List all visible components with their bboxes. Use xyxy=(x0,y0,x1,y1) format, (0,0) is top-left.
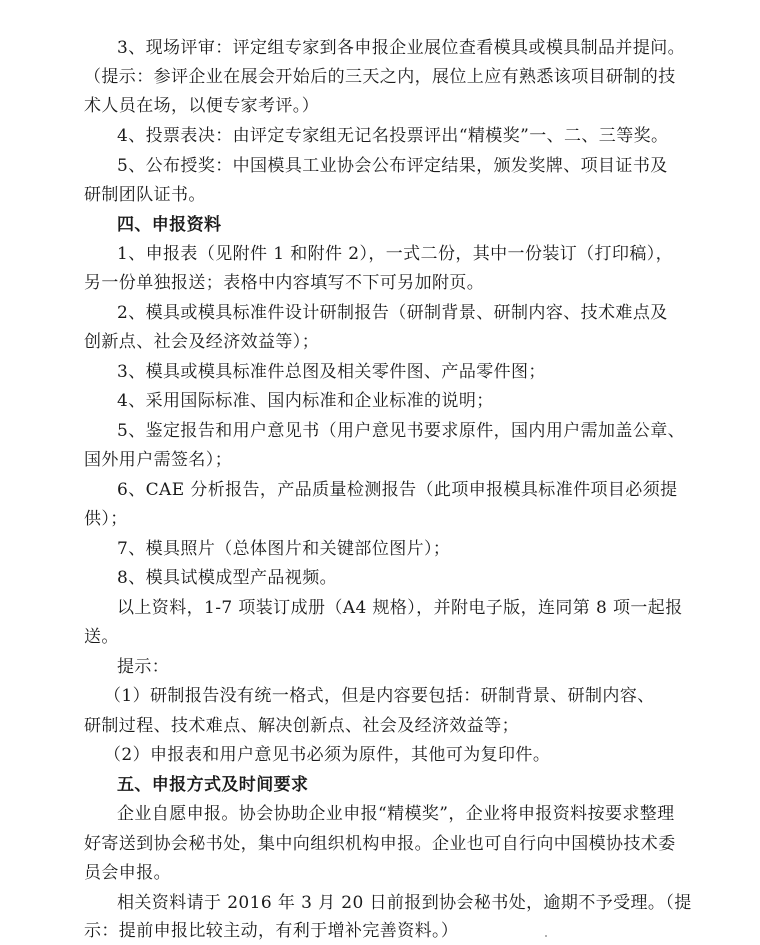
paragraph-line: 示：提前申报比较主动，有利于增补完善资料。） xyxy=(84,921,459,941)
paragraph-line: 5、公布授奖：中国模具工业协会公布评定结果，颁发奖牌、项目证书及 xyxy=(117,156,668,176)
paragraph-line: 以上资料，1-7 项装订成册（A4 规格），并附电子版，连同第 8 项一起报 xyxy=(117,598,683,618)
scan-speck xyxy=(545,935,547,937)
paragraph-line: 3、现场评审：评定组专家到各申报企业展位查看模具或模具制品并提问。 xyxy=(117,38,686,58)
paragraph-line: （2）申报表和用户意见书必须为原件，其他可为复印件。 xyxy=(104,745,551,765)
paragraph-line: 5、鉴定报告和用户意见书（用户意见书要求原件，国内用户需加盖公章、 xyxy=(117,421,686,441)
paragraph-line: （1）研制报告没有统一格式，但是内容要包括：研制背景、研制内容、 xyxy=(104,686,655,706)
section-heading: 五、申报方式及时间要求 xyxy=(117,775,309,795)
paragraph-line: 研制团队证书。 xyxy=(84,185,206,205)
paragraph-line: 1、申报表（见附件 1 和附件 2），一式二份，其中一份装订（打印稿）， xyxy=(117,244,674,264)
paragraph-line: 3、模具或模具标准件总图及相关零件图、产品零件图； xyxy=(117,362,546,382)
paragraph-line: 研制过程、技术难点、解决创新点、社会及经济效益等； xyxy=(84,716,519,736)
paragraph-line: 企业自愿申报。协会协助企业申报“精模奖”，企业将申报资料按要求整理 xyxy=(117,804,675,824)
paragraph-line: 另一份单独报送；表格中内容填写不下可另加附页。 xyxy=(84,273,485,293)
paragraph-line: 好寄送到协会秘书处，集中向组织机构申报。企业也可自行向中国模协技术委 xyxy=(84,834,676,854)
paragraph-line: 8、模具试模成型产品视频。 xyxy=(117,568,338,588)
paragraph-line: 送。 xyxy=(84,627,119,647)
paragraph-line: 术人员在场，以便专家考评。） xyxy=(84,96,320,116)
paragraph-line: （提示：参评企业在展会开始后的三天之内，展位上应有熟悉该项目研制的技 xyxy=(84,67,676,87)
paragraph-line: 供）； xyxy=(84,509,128,529)
section-heading: 四、申报资料 xyxy=(117,215,222,235)
paragraph-line: 国外用户需签名）； xyxy=(84,450,233,470)
paragraph-line: 2、模具或模具标准件设计研制报告（研制背景、研制内容、技术难点及 xyxy=(117,303,668,323)
paragraph-line: 员会申报。 xyxy=(84,863,171,883)
paragraph-line: 提示： xyxy=(117,657,170,677)
paragraph-line: 相关资料请于 2016 年 3 月 20 日前报到协会秘书处，逾期不予受理。（提 xyxy=(117,893,692,913)
paragraph-line: 6、CAE 分析报告，产品质量检测报告（此项申报模具标准件项目必须提 xyxy=(117,480,678,500)
paragraph-line: 4、采用国际标准、国内标准和企业标准的说明； xyxy=(117,391,494,411)
paragraph-line: 创新点、社会及经济效益等）； xyxy=(84,332,320,352)
paragraph-line: 4、投票表决：由评定专家组无记名投票评出“精模奖”一、二、三等奖。 xyxy=(117,126,669,146)
paragraph-line: 7、模具照片（总体图片和关键部位图片）； xyxy=(117,539,451,559)
